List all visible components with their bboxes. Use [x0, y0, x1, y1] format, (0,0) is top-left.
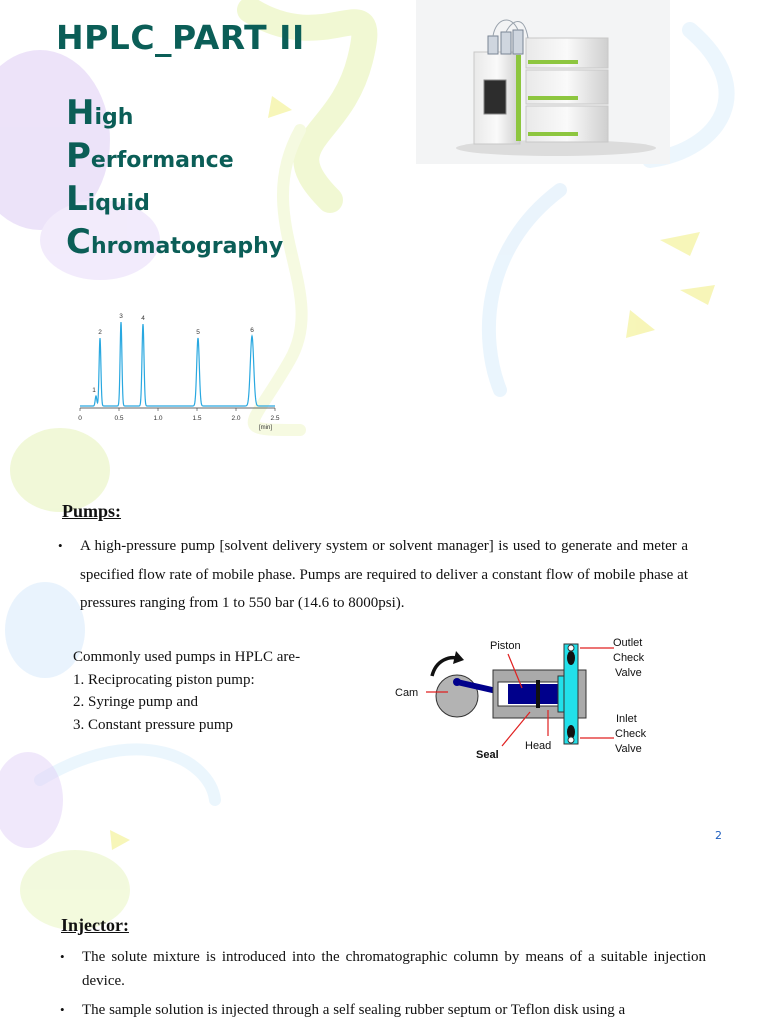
acronym-rest: erformance — [90, 148, 234, 173]
outlet-check-valve-label: Valve — [615, 667, 642, 679]
injector-bullet — [60, 998, 706, 1022]
list-item: 1. Reciprocating piston pump: — [73, 671, 255, 688]
x-axis-unit: [min] — [259, 425, 273, 431]
acronym-rest: hromatography — [90, 234, 284, 259]
pump-types-list — [73, 646, 300, 736]
injector-bullet-text: The sample solution is injected through a self sealing rubber septum or Teflon disk using a — [82, 1002, 626, 1018]
pumps-bullet — [58, 532, 688, 618]
slide-title: HPLC_PART II — [56, 18, 305, 57]
x-axis-tick-label: 2.0 — [231, 415, 241, 422]
piston-label: Piston — [490, 640, 521, 652]
bullet-dot: • — [60, 1002, 65, 1017]
pumps-heading: Pumps: — [62, 501, 122, 521]
acronym-initial: C — [66, 222, 91, 262]
acronym-initial: P — [66, 136, 91, 176]
x-axis-tick-label: 2.5 — [270, 415, 280, 422]
chromatogram-chart — [74, 308, 284, 434]
chromatogram-trace — [80, 322, 275, 406]
x-axis-tick-label: 1.5 — [192, 415, 202, 422]
head-label: Head — [525, 740, 552, 752]
peak-label: 1 — [92, 387, 96, 394]
inlet-check-valve-label: Check — [615, 728, 647, 740]
acronym-row — [66, 135, 283, 178]
list-item: 3. Constant pressure pump — [73, 716, 233, 733]
peak-label: 5 — [196, 329, 200, 336]
peak-label: 2 — [98, 329, 102, 336]
acronym-initial: H — [66, 93, 95, 133]
acronym-rest: igh — [94, 105, 134, 130]
page-number: 2 — [715, 829, 722, 842]
bullet-dot: • — [58, 538, 63, 553]
pumps-bullet-text: A high-pressure pump [solvent delivery system or solvent manager] is used to generate and meter a specified flow rate of mobile phase. Pumps are required to deliver a constant flow of mobile phase at pressures ranging from 1 to 550 bar (14.6 to 8000psi). — [80, 538, 688, 611]
acronym-initial: L — [66, 179, 88, 219]
injector-heading: Injector: — [61, 915, 129, 935]
list-intro: Commonly used pumps in HPLC are- — [73, 649, 301, 665]
cam-label: Cam — [395, 687, 419, 699]
x-axis-tick-label: 0.5 — [114, 415, 124, 422]
acronym-row — [66, 178, 283, 221]
acronym-rest: iquid — [87, 191, 150, 216]
x-axis-tick-label: 1.0 — [153, 415, 163, 422]
seal-label: Seal — [476, 749, 499, 761]
hplc-instrument-image — [416, 0, 670, 164]
list-item: 2. Syringe pump and — [73, 694, 198, 710]
injector-bullet-text: The solute mixture is introduced into the chromatographic column by means of a suitable injection device. — [82, 949, 706, 989]
outlet-check-valve-label: Outlet — [613, 637, 643, 649]
inlet-check-valve-label: Inlet — [616, 713, 637, 725]
piston — [508, 684, 558, 704]
hplc-acronym — [66, 92, 283, 264]
reciprocating-pump-diagram — [390, 630, 662, 762]
acronym-row — [66, 221, 283, 264]
outlet-check-valve-label: Check — [613, 652, 645, 664]
inlet-check-valve-label: Valve — [615, 743, 642, 755]
peak-label: 4 — [141, 315, 145, 322]
peak-label: 3 — [119, 313, 123, 320]
injector-bullet — [60, 945, 706, 993]
peak-label: 6 — [250, 327, 254, 334]
bullet-dot: • — [60, 949, 65, 964]
x-axis-tick-label: 0 — [78, 415, 82, 422]
acronym-row — [66, 92, 283, 135]
